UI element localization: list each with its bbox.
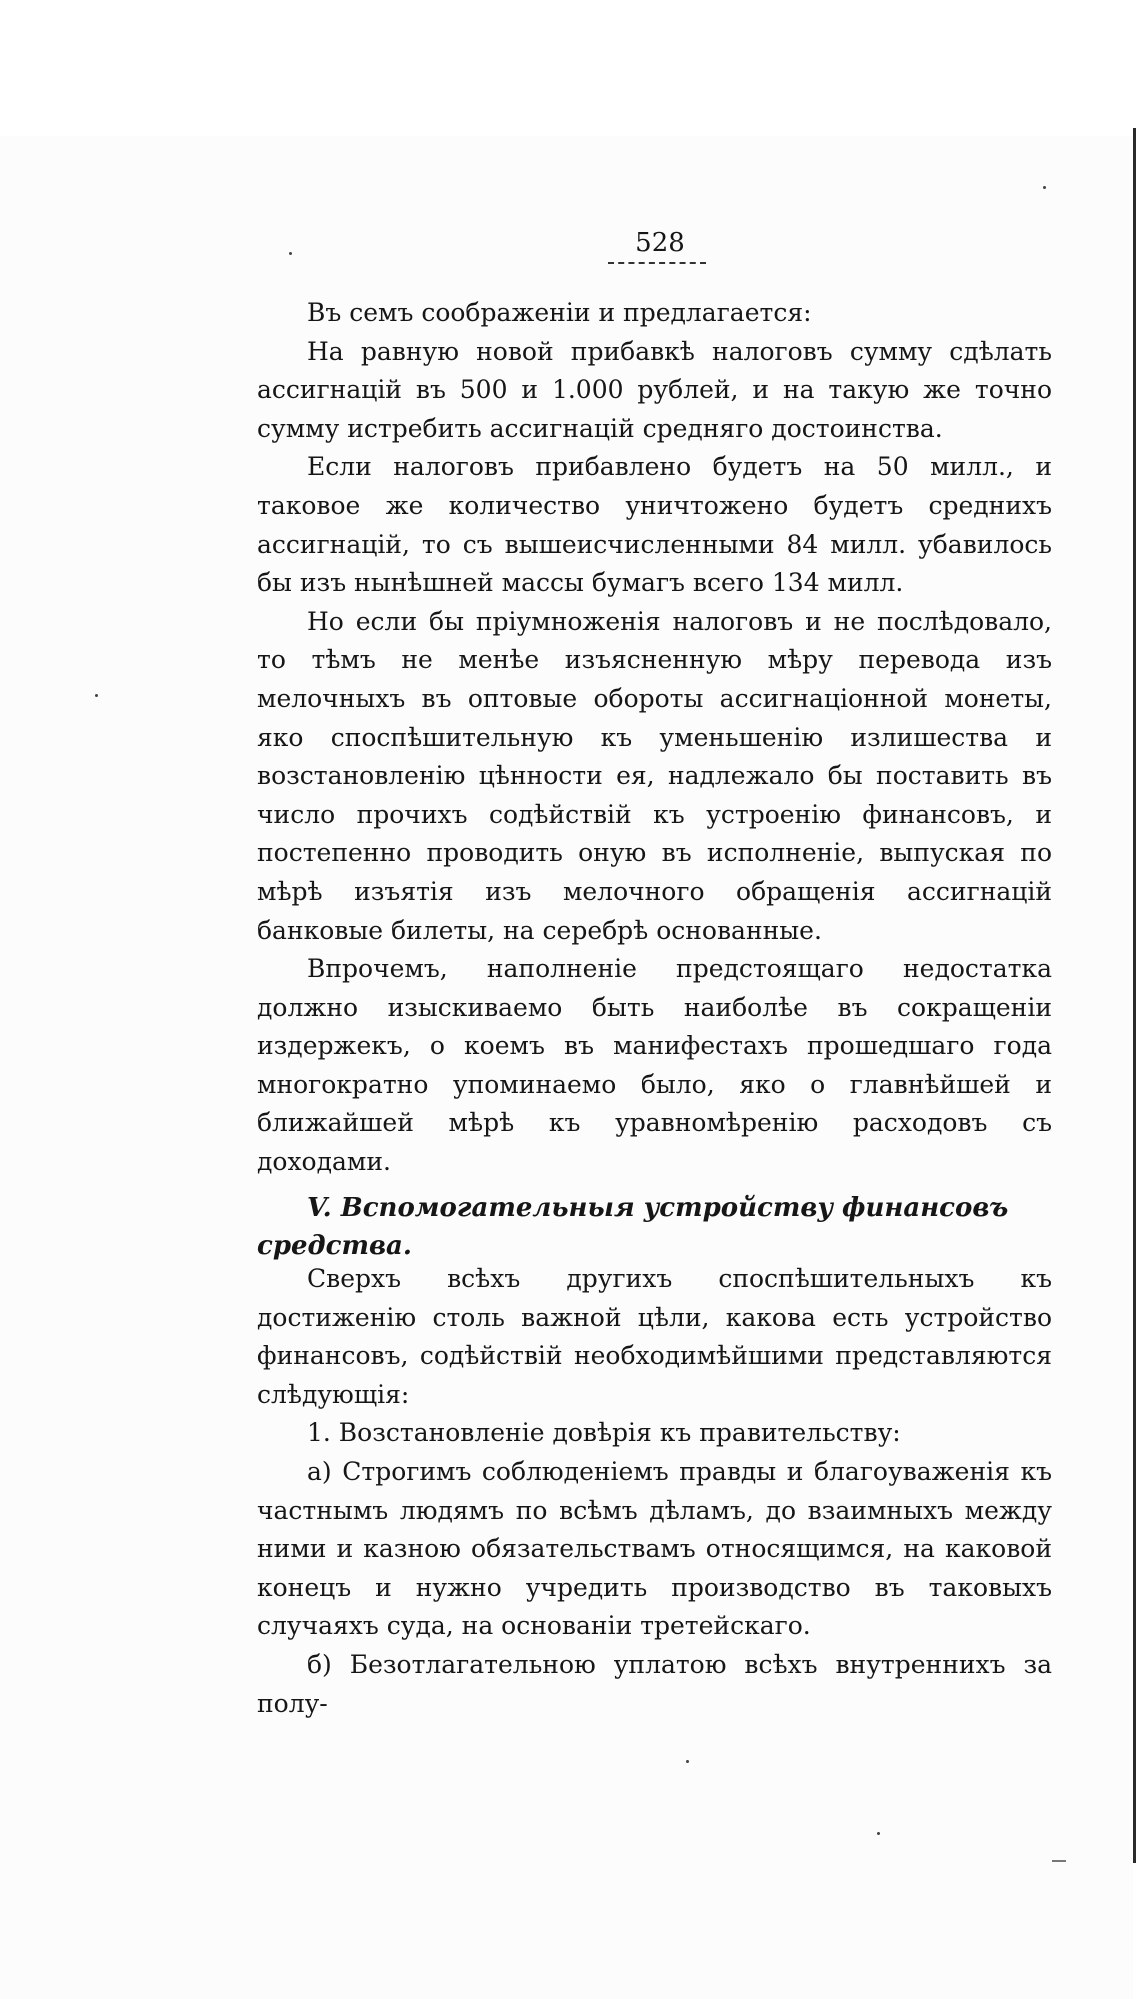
page-number-rule [608, 262, 706, 264]
speck-mark [686, 1760, 689, 1763]
speck-mark [289, 252, 292, 255]
section-heading: V. Вспомогательныя устройству финансовъ средства. [257, 1193, 1009, 1261]
list-item-trust-restoration: 1. Возстановленіе довѣрія къ правительству: [307, 1418, 901, 1448]
list-subitem-b: б) Безотлагательною уплатою всѣхъ внутреннихъ за полу- [257, 1649, 1052, 1718]
page-edge-line [1133, 128, 1136, 1863]
speck-mark [95, 694, 98, 697]
body-text-bottom [257, 1260, 1052, 1723]
paragraph-auxiliary-means: Сверхъ всѣхъ другихъ споспѣшительныхъ къ достиженію столь важной цѣли, какова есть устройство финансовъ, содѣйствій необходимѣйшими представляются слѣдующія: [257, 1264, 1052, 1409]
page-number: 528 [635, 228, 685, 258]
speck-mark [1043, 186, 1046, 189]
paragraph-assignats-proposal: На равную новой прибавкѣ налоговъ сумму сдѣлать ассигнацій въ 500 и 1.000 рублей, и на такую же точно сумму истребить ассигнацій средняго достоинства. [257, 336, 1052, 443]
list-subitem-a: а) Строгимъ соблюденіемъ правды и благоуваженія къ частнымъ людямъ по всѣмъ дѣламъ, до взаимныхъ между ними и казною обязательствамъ относящимся, на каковой конецъ и нужно учредить производство въ таковыхъ случаяхъ суда, на основаніи третейскаго. [257, 1456, 1052, 1641]
paragraph-conversion-measure: Но если бы пріумноженія налоговъ и не послѣдовало, то тѣмъ не менѣе изъясненную мѣру перевода изъ мелочныхъ въ оптовые обороты ассигнаціонной монеты, яко споспѣшительную къ уменьшенію излишества и возстановленію цѣнности ея, надлежало бы поставить въ число прочихъ содѣйствій къ устроенію финансовъ, и постепенно проводить оную въ исполненіе, выпуская по мѣрѣ изъятія изъ мелочного обращенія ассигнацій банковые билеты, на серебрѣ основанные. [257, 606, 1052, 945]
paragraph-tax-increase: Если налоговъ прибавлено будетъ на 50 милл., и таковое же количество уничтожено будетъ среднихъ ассигнацій, то съ вышеисчисленными 84 милл. убавилось бы изъ нынѣшней массы бумагъ всего 134 милл. [257, 452, 1052, 598]
paragraph-expense-reduction: Впрочемъ, наполненіе предстоящаго недостатка должно изыскиваемо быть наиболѣе въ сокращеніи издержекъ, о коемъ въ манифестахъ прошедшаго года многократно упоминаемо было, яко о главнѣйшей и ближайшей мѣрѣ къ уравномѣренію расходовъ съ доходами. [257, 954, 1052, 1177]
paragraph-intro: Въ семъ соображеніи и предлагается: [307, 298, 812, 327]
margin-dash-mark [1052, 1860, 1066, 1862]
speck-mark [877, 1832, 880, 1835]
body-text-top [257, 294, 1052, 1182]
